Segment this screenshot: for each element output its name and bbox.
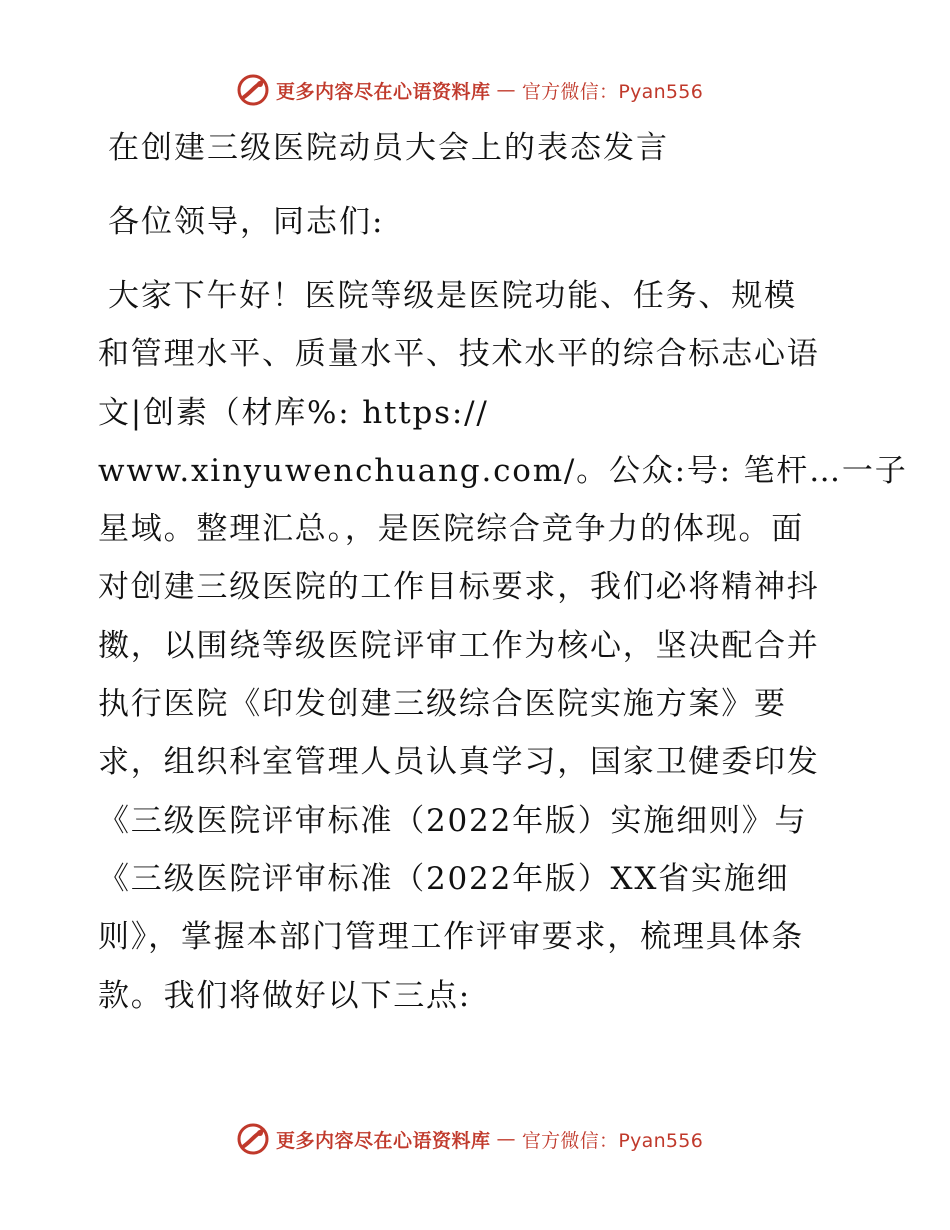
body-line: 和管理水平、质量水平、技术水平的综合标志心语	[98, 336, 820, 373]
body-line: 求，组织科室管理人员认真学习，国家卫健委印发	[98, 744, 820, 781]
body-line: 款。我们将做好以下三点:	[98, 977, 472, 1014]
body-line: 《三级医院评审标准（2022年版）实施细则》与	[98, 802, 808, 839]
body-paragraph	[98, 274, 908, 1032]
body-line: 对创建三级医院的工作目标要求，我们必将精神抖	[98, 569, 820, 606]
banner-slogan: 更多内容尽在心语资料库	[276, 1129, 491, 1152]
document-title: 在创建三级医院动员大会上的表态发言	[108, 130, 669, 166]
body-line: 擞，以围绕等级医院评审工作为核心，坚决配合并	[98, 627, 820, 664]
banner-separator: —	[496, 1128, 516, 1150]
body-line: 则》，掌握本部门管理工作评审要求，梳理具体条	[98, 919, 805, 956]
salutation: 各位领导，同志们:	[108, 204, 385, 240]
banner-contact: 官方微信：Pyan556	[521, 80, 704, 103]
banner-slogan: 更多内容尽在心语资料库	[276, 80, 491, 103]
footer-watermark-banner	[236, 1121, 703, 1157]
body-line: 《三级医院评审标准（2022年版）XX省实施细	[98, 860, 790, 897]
banner-contact: 官方微信：Pyan556	[521, 1129, 704, 1152]
body-line: 大家下午好！医院等级是医院功能、任务、规模	[108, 278, 797, 314]
body-line: www.xinyuwenchuang.com/。公众:号: 笔杆…一子	[98, 452, 908, 489]
header-watermark-banner	[236, 72, 703, 108]
brush-logo-icon	[236, 73, 270, 107]
body-line: 执行医院《印发创建三级综合医院实施方案》要	[98, 686, 787, 723]
body-line: 文|创素（材库%: https://	[98, 394, 489, 431]
banner-separator: —	[496, 79, 516, 101]
brush-logo-icon	[236, 1122, 270, 1156]
body-line: 星域。整理汇总。，是医院综合竞争力的体现。面	[98, 511, 805, 548]
